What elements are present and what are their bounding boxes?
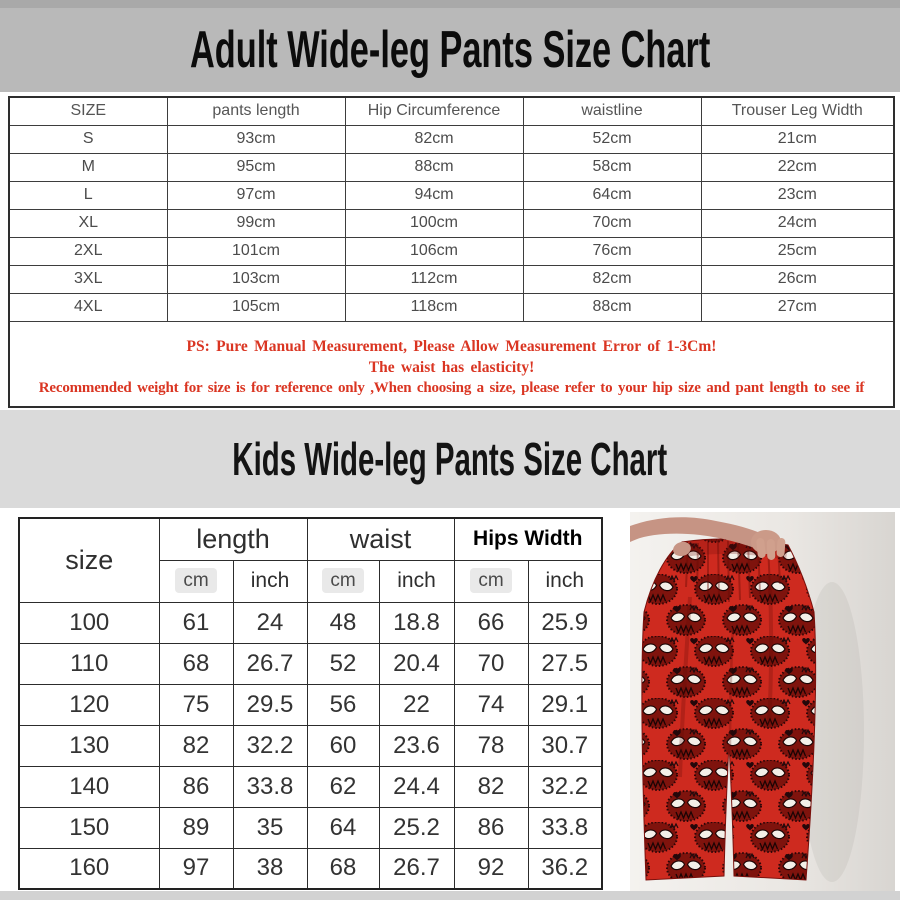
column-header-waist: waist bbox=[307, 518, 454, 560]
table-cell: 56 bbox=[307, 684, 379, 725]
bottom-edge-strip bbox=[0, 891, 900, 900]
table-cell: 27cm bbox=[701, 293, 894, 321]
column-header-pants-length: pants length bbox=[167, 97, 345, 125]
table-cell: 25.2 bbox=[379, 807, 454, 848]
kids-size-table bbox=[18, 517, 603, 890]
table-cell: 52cm bbox=[523, 125, 701, 153]
table-cell: 82 bbox=[159, 725, 233, 766]
table-cell: 70 bbox=[454, 643, 528, 684]
adult-chart-title: Adult Wide-leg Pants Size Chart bbox=[189, 21, 711, 79]
note-line-measurement-error: PS: Pure Manual Measurement, Please Allow Measurement Error of 1-3Cm! bbox=[186, 337, 717, 355]
table-cell: 95cm bbox=[167, 153, 345, 181]
table-row bbox=[19, 602, 602, 643]
table-row bbox=[19, 766, 602, 807]
table-cell: 110 bbox=[19, 643, 159, 684]
unit-label-cm: cm bbox=[470, 568, 511, 593]
table-cell: 25.9 bbox=[528, 602, 602, 643]
model-hand bbox=[751, 530, 781, 554]
table-cell: 86 bbox=[454, 807, 528, 848]
unit-label-cm: cm bbox=[175, 568, 216, 593]
table-cell: 2XL bbox=[9, 237, 167, 265]
table-cell: 75 bbox=[159, 684, 233, 725]
table-cell: 93cm bbox=[167, 125, 345, 153]
table-cell: 64cm bbox=[523, 181, 701, 209]
table-cell: 24cm bbox=[701, 209, 894, 237]
table-row bbox=[19, 684, 602, 725]
table-cell: S bbox=[9, 125, 167, 153]
table-cell: 38 bbox=[233, 848, 307, 889]
table-cell: 88cm bbox=[345, 153, 523, 181]
table-row bbox=[19, 807, 602, 848]
table-row bbox=[19, 643, 602, 684]
table-cell: 150 bbox=[19, 807, 159, 848]
table-cell: 32.2 bbox=[233, 725, 307, 766]
table-cell: 20.4 bbox=[379, 643, 454, 684]
table-cell: 92 bbox=[454, 848, 528, 889]
column-header-hips-width: Hips Width bbox=[454, 518, 602, 560]
table-cell: 100cm bbox=[345, 209, 523, 237]
adult-table-body bbox=[9, 125, 894, 321]
table-cell: 120 bbox=[19, 684, 159, 725]
table-cell: 101cm bbox=[167, 237, 345, 265]
table-cell: 32.2 bbox=[528, 766, 602, 807]
table-cell: 22cm bbox=[701, 153, 894, 181]
kids-header-row-groups bbox=[19, 518, 602, 560]
column-header-kids-size: size bbox=[19, 518, 159, 602]
pants-photo-graphic bbox=[630, 512, 895, 893]
table-cell: 140 bbox=[19, 766, 159, 807]
unit-header-waist-inch: inch bbox=[379, 560, 454, 602]
table-cell: 82cm bbox=[523, 265, 701, 293]
table-cell: M bbox=[9, 153, 167, 181]
column-header-size: SIZE bbox=[9, 97, 167, 125]
table-cell: 100 bbox=[19, 602, 159, 643]
table-cell: 26cm bbox=[701, 265, 894, 293]
unit-header-hips-cm bbox=[454, 560, 528, 602]
table-cell: 58cm bbox=[523, 153, 701, 181]
table-cell: 112cm bbox=[345, 265, 523, 293]
table-row bbox=[9, 293, 894, 321]
table-cell: 82cm bbox=[345, 125, 523, 153]
top-edge-strip bbox=[0, 0, 900, 8]
table-cell: 62 bbox=[307, 766, 379, 807]
table-cell: 27.5 bbox=[528, 643, 602, 684]
table-cell: 48 bbox=[307, 602, 379, 643]
table-cell: 76cm bbox=[523, 237, 701, 265]
table-cell: 64 bbox=[307, 807, 379, 848]
table-row bbox=[9, 209, 894, 237]
kids-table-body bbox=[19, 602, 602, 889]
table-cell: 68 bbox=[159, 643, 233, 684]
table-cell: 26.7 bbox=[379, 848, 454, 889]
table-cell: 103cm bbox=[167, 265, 345, 293]
table-cell: 25cm bbox=[701, 237, 894, 265]
table-cell: 23cm bbox=[701, 181, 894, 209]
table-cell: 68 bbox=[307, 848, 379, 889]
adult-size-table bbox=[8, 96, 895, 408]
column-header-hip-circumference: Hip Circumference bbox=[345, 97, 523, 125]
table-cell: 3XL bbox=[9, 265, 167, 293]
table-cell: 52 bbox=[307, 643, 379, 684]
unit-header-hips-inch: inch bbox=[528, 560, 602, 602]
table-cell: 70cm bbox=[523, 209, 701, 237]
column-header-waistline: waistline bbox=[523, 97, 701, 125]
unit-label-cm: cm bbox=[322, 568, 363, 593]
adult-header-row bbox=[9, 97, 894, 125]
table-cell: XL bbox=[9, 209, 167, 237]
table-cell: 60 bbox=[307, 725, 379, 766]
table-cell: 61 bbox=[159, 602, 233, 643]
table-cell: L bbox=[9, 181, 167, 209]
table-cell: 30.7 bbox=[528, 725, 602, 766]
table-cell: 4XL bbox=[9, 293, 167, 321]
table-cell: 22 bbox=[379, 684, 454, 725]
table-row bbox=[9, 265, 894, 293]
table-cell: 24.4 bbox=[379, 766, 454, 807]
table-cell: 29.5 bbox=[233, 684, 307, 725]
table-row bbox=[9, 181, 894, 209]
table-cell: 130 bbox=[19, 725, 159, 766]
kids-chart-title: Kids Wide-leg Pants Size Chart bbox=[232, 433, 668, 485]
table-cell: 86 bbox=[159, 766, 233, 807]
table-row bbox=[9, 125, 894, 153]
table-cell: 23.6 bbox=[379, 725, 454, 766]
table-cell: 29.1 bbox=[528, 684, 602, 725]
table-cell: 18.8 bbox=[379, 602, 454, 643]
adult-chart-banner bbox=[0, 8, 900, 92]
table-row bbox=[19, 725, 602, 766]
unit-header-waist-cm bbox=[307, 560, 379, 602]
measurement-notes bbox=[9, 321, 894, 407]
table-cell: 78 bbox=[454, 725, 528, 766]
table-row bbox=[9, 153, 894, 181]
table-cell: 97cm bbox=[167, 181, 345, 209]
table-cell: 118cm bbox=[345, 293, 523, 321]
table-cell: 88cm bbox=[523, 293, 701, 321]
table-cell: 82 bbox=[454, 766, 528, 807]
table-cell: 36.2 bbox=[528, 848, 602, 889]
table-row bbox=[9, 237, 894, 265]
notes-row bbox=[9, 321, 894, 407]
model-fingers bbox=[756, 538, 786, 560]
table-cell: 106cm bbox=[345, 237, 523, 265]
unit-header-length-inch: inch bbox=[233, 560, 307, 602]
column-header-length: length bbox=[159, 518, 307, 560]
table-cell: 66 bbox=[454, 602, 528, 643]
table-cell: 74 bbox=[454, 684, 528, 725]
table-row bbox=[19, 848, 602, 889]
table-cell: 160 bbox=[19, 848, 159, 889]
column-header-trouser-leg-width: Trouser Leg Width bbox=[701, 97, 894, 125]
table-cell: 99cm bbox=[167, 209, 345, 237]
table-cell: 21cm bbox=[701, 125, 894, 153]
table-cell: 26.7 bbox=[233, 643, 307, 684]
table-cell: 33.8 bbox=[528, 807, 602, 848]
table-cell: 89 bbox=[159, 807, 233, 848]
note-line-recommendation: Recommended weight for size is for reference only ,When choosing a size, please refer to your hip size and pant length to see if bbox=[38, 379, 865, 396]
table-cell: 35 bbox=[233, 807, 307, 848]
product-photo bbox=[630, 512, 895, 893]
table-cell: 105cm bbox=[167, 293, 345, 321]
unit-header-length-cm bbox=[159, 560, 233, 602]
table-cell: 97 bbox=[159, 848, 233, 889]
table-cell: 33.8 bbox=[233, 766, 307, 807]
note-line-elasticity: The waist has elasticity! bbox=[368, 358, 535, 376]
kids-chart-banner bbox=[0, 410, 900, 508]
table-cell: 94cm bbox=[345, 181, 523, 209]
table-cell: 24 bbox=[233, 602, 307, 643]
